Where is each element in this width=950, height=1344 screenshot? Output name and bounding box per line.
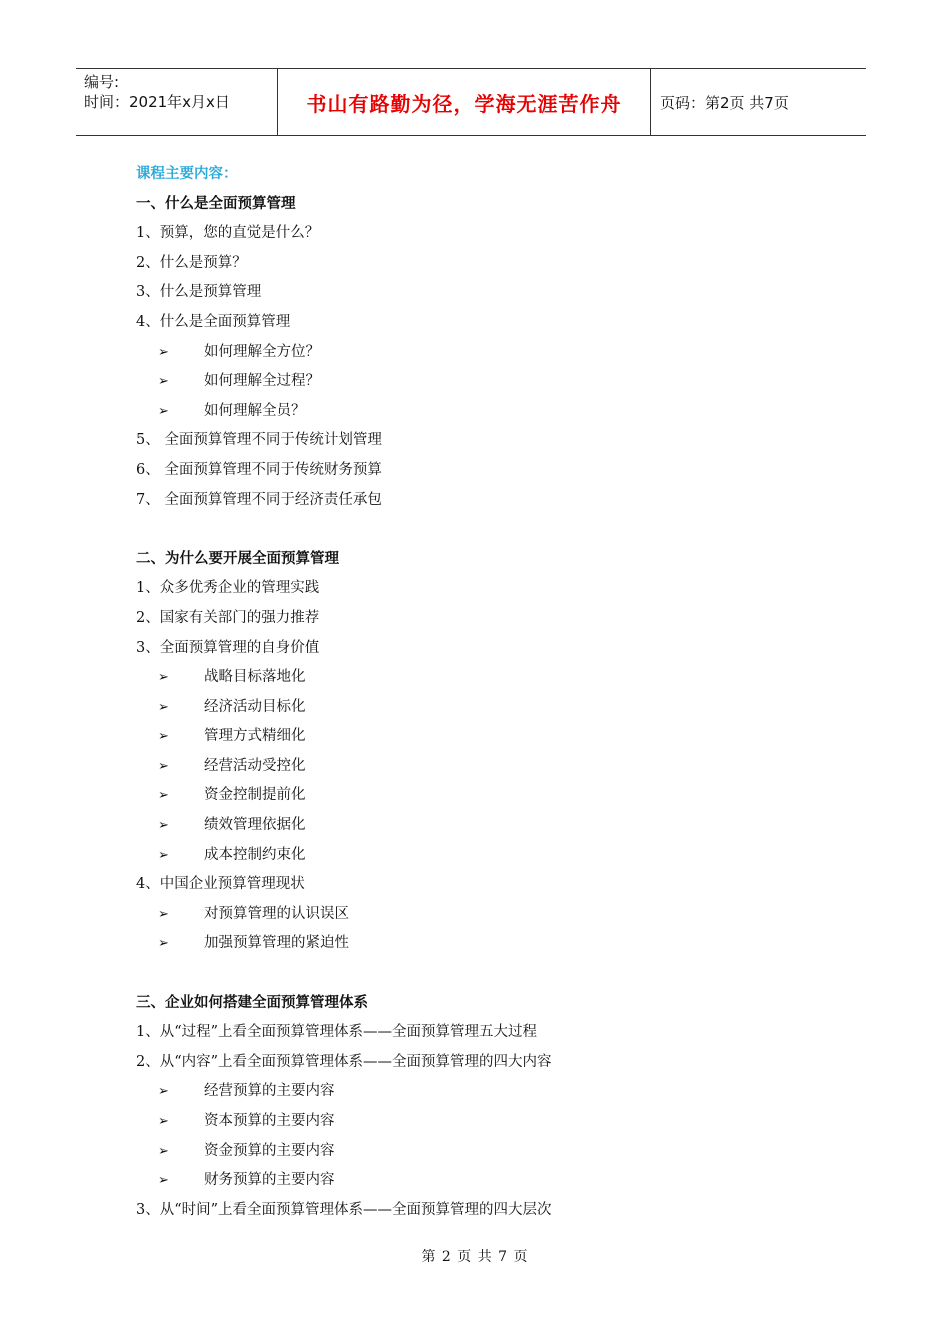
bullet-item (136, 338, 836, 368)
list-item: 3、从“时间”上看全面预算管理体系——全面预算管理的四大层次 (136, 1201, 552, 1218)
list-item: 7、 全面预算管理不同于经济责任承包 (136, 491, 382, 508)
bullet-text: 绩效管理依据化 (204, 817, 306, 834)
arrow-bullet-icon: ➢ (158, 670, 169, 686)
list-item: 2、什么是预算？ (136, 254, 247, 271)
page-header (76, 68, 866, 136)
bullet-text: 管理方式精细化 (204, 728, 306, 745)
bullet-item (136, 722, 836, 752)
arrow-bullet-icon: ➢ (158, 699, 169, 715)
arrow-bullet-icon: ➢ (158, 374, 169, 390)
bullet-text: 经营活动受控化 (204, 757, 306, 774)
arrow-bullet-icon: ➢ (158, 847, 169, 863)
arrow-bullet-icon: ➢ (158, 729, 169, 745)
arrow-bullet-icon: ➢ (158, 906, 169, 922)
arrow-bullet-icon: ➢ (158, 936, 169, 952)
section-heading: 二、为什么要开展全面预算管理 (136, 550, 339, 567)
bullet-item (136, 663, 836, 693)
list-item: 5、 全面预算管理不同于传统计划管理 (136, 432, 382, 449)
arrow-bullet-icon: ➢ (158, 344, 169, 360)
list-item: 2、国家有关部门的强力推荐 (136, 609, 320, 626)
bullet-item (136, 1107, 836, 1137)
section-spacer (136, 515, 836, 545)
document-body (136, 160, 836, 1225)
list-item: 4、什么是全面预算管理 (136, 313, 291, 330)
bullet-item (136, 752, 836, 782)
bullet-text: 对预算管理的认识误区 (204, 905, 349, 922)
bullet-text: 加强预算管理的紧迫性 (204, 935, 349, 952)
bullet-item (136, 367, 836, 397)
arrow-bullet-icon: ➢ (158, 1084, 169, 1100)
arrow-bullet-icon: ➢ (158, 403, 169, 419)
bullet-text: 资本预算的主要内容 (204, 1113, 335, 1129)
bullet-item (136, 693, 836, 723)
header-meta (76, 69, 278, 135)
section-spacer (136, 959, 836, 989)
header-motto: 书山有路勤为径，学海无涯苦作舟 (278, 69, 651, 135)
bullet-text: 如何理解全员？ (204, 402, 306, 419)
arrow-bullet-icon: ➢ (158, 1143, 169, 1159)
bullet-text: 财务预算的主要内容 (204, 1172, 335, 1189)
bullet-item (136, 781, 836, 811)
list-item: 1、预算，您的直觉是什么？ (136, 225, 320, 242)
bullet-item (136, 900, 836, 930)
bullet-text: 成本控制约束化 (204, 846, 306, 863)
arrow-bullet-icon: ➢ (158, 818, 169, 834)
course-title: 课程主要内容： (136, 166, 238, 182)
bullet-text: 如何理解全方位？ (204, 343, 320, 360)
list-item: 6、 全面预算管理不同于传统财务预算 (136, 461, 382, 478)
list-item: 3、什么是预算管理 (136, 284, 262, 301)
arrow-bullet-icon: ➢ (158, 788, 169, 804)
bullet-text: 如何理解全过程？ (204, 373, 320, 390)
list-item: 1、从“过程”上看全面预算管理体系——全面预算管理五大过程 (136, 1024, 538, 1041)
bullet-text: 资金预算的主要内容 (204, 1142, 335, 1159)
section-heading: 一、什么是全面预算管理 (136, 195, 296, 212)
header-page-code: 页码：第2页 共7页 (660, 93, 789, 112)
bullet-item (136, 1166, 836, 1196)
bullet-text: 经营预算的主要内容 (204, 1083, 335, 1100)
page-footer: 第 2 页 共 7 页 (421, 1249, 529, 1265)
bullet-item (136, 397, 836, 427)
list-item: 2、从“内容”上看全面预算管理体系——全面预算管理的四大内容 (136, 1053, 552, 1070)
arrow-bullet-icon: ➢ (158, 1114, 169, 1129)
bullet-item (136, 811, 836, 841)
bullet-text: 资金控制提前化 (204, 787, 306, 804)
section-heading: 三、企业如何搭建全面预算管理体系 (136, 994, 368, 1011)
bullet-item (136, 1077, 836, 1107)
arrow-bullet-icon: ➢ (158, 758, 169, 774)
list-item: 1、众多优秀企业的管理实践 (136, 580, 320, 597)
bullet-item (136, 841, 836, 871)
bullet-text: 经济活动目标化 (204, 698, 306, 715)
bullet-item (136, 929, 836, 959)
time-label: 时间：2021年x月x日 (84, 93, 230, 111)
list-item: 3、全面预算管理的自身价值 (136, 639, 320, 656)
number-label: 编号: (84, 73, 120, 91)
bullet-item (136, 1137, 836, 1167)
bullet-text: 战略目标落地化 (204, 669, 306, 686)
list-item: 4、中国企业预算管理现状 (136, 876, 305, 893)
arrow-bullet-icon: ➢ (158, 1173, 169, 1189)
